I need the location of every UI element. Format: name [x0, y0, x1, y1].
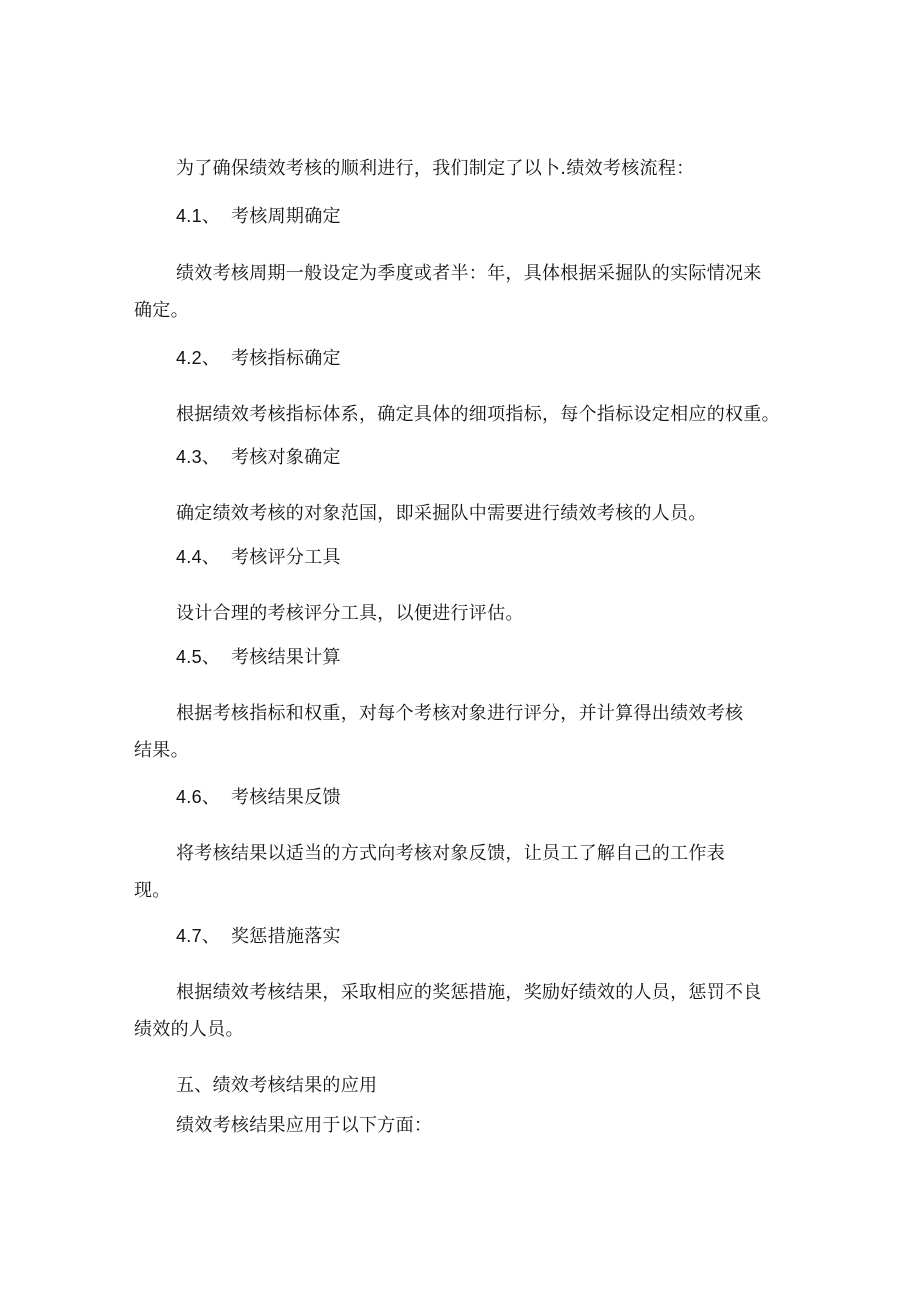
section-number: 4.6、: [176, 787, 221, 807]
paragraph-line: 现。: [134, 880, 171, 901]
intro-paragraph: 为了确保绩效考核的顺利进行，我们制定了以卜.绩效考核流程：: [176, 158, 695, 179]
section-number: 4.7、: [176, 926, 221, 946]
paragraph-line: 结果。: [134, 740, 189, 761]
section-title: 考核评分工具: [231, 547, 341, 567]
section-heading-4-7: [176, 925, 341, 947]
paragraph-line: 根据绩效考核指标体系，确定具体的细项指标，每个指标设定相应的权重。: [176, 404, 780, 425]
section-number: 4.3、: [176, 447, 221, 467]
paragraph-line: 绩效考核周期一般设定为季度或者半：年，具体根据采掘队的实际情况来: [176, 263, 762, 284]
section-title: 考核结果反馈: [231, 787, 341, 807]
paragraph-line: 确定。: [134, 300, 189, 321]
section-heading-4-4: [176, 546, 341, 568]
section-title: 考核周期确定: [231, 206, 341, 226]
section-number: 4.5、: [176, 647, 221, 667]
paragraph-line: 绩效的人员。: [134, 1019, 244, 1040]
paragraph-line: 根据绩效考核结果，采取相应的奖惩措施，奖励好绩效的人员，惩罚不良: [176, 982, 762, 1003]
section-heading-4-5: [176, 646, 341, 668]
section-title: 考核对象确定: [231, 447, 341, 467]
paragraph-line: 根据考核指标和权重，对每个考核对象进行评分，并计算得出绩效考核: [176, 703, 744, 724]
section-heading-4-2: [176, 347, 341, 369]
section-title: 考核指标确定: [231, 348, 341, 368]
section-number: 4.2、: [176, 348, 221, 368]
paragraph-line: 设计合理的考核评分工具，以便进行评估。: [176, 603, 524, 624]
paragraph-line: 将考核结果以适当的方式向考核对象反馈，让员工了解自己的工作表: [176, 843, 725, 864]
section-heading-4-1: [176, 205, 341, 227]
section-heading-4-6: [176, 786, 341, 808]
section-number: 4.4、: [176, 547, 221, 567]
chapter-title: 五、绩效考核结果的应用: [176, 1075, 378, 1096]
section-title: 奖惩措施落实: [231, 926, 341, 946]
section-heading-4-3: [176, 446, 341, 468]
section-number: 4.1、: [176, 206, 221, 226]
section-title: 考核结果计算: [231, 647, 341, 667]
paragraph-line: 确定绩效考核的对象范国，即采掘队中需要进行绩效考核的人员。: [176, 503, 707, 524]
chapter-intro: 绩效考核结果应用于以下方面：: [176, 1115, 433, 1136]
